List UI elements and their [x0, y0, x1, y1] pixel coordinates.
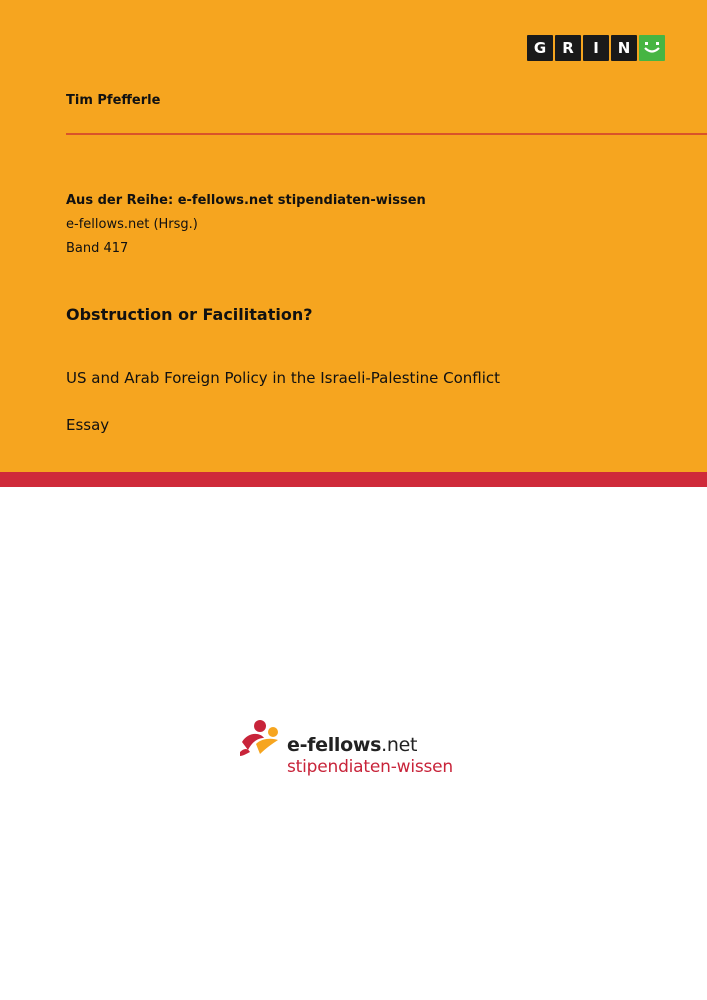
book-title: Obstruction or Facilitation?: [66, 305, 313, 324]
cover-divider: [66, 133, 707, 135]
smile-icon: [639, 35, 665, 61]
grin-letter: N: [611, 35, 637, 61]
editor-line: e-fellows.net (Hrsg.): [66, 217, 198, 232]
cover-red-band: [0, 472, 707, 487]
cover-background: [0, 0, 707, 472]
author-name: Tim Pfefferle: [66, 93, 161, 108]
book-subtitle: US and Arab Foreign Policy in the Israeli-Palestine Conflict: [66, 369, 501, 387]
publication-type: Essay: [66, 416, 110, 434]
e-fellows-name: e-fellows.net: [287, 734, 418, 756]
grin-letter: G: [527, 35, 553, 61]
grin-logo: [527, 35, 665, 61]
grin-letter: I: [583, 35, 609, 61]
e-fellows-logo: [238, 718, 478, 782]
volume-number: Band 417: [66, 241, 129, 256]
e-fellows-mark-icon: [238, 718, 282, 758]
grin-letter: R: [555, 35, 581, 61]
e-fellows-tagline: stipendiaten-wissen: [287, 757, 454, 777]
series-title: Aus der Reihe: e-fellows.net stipendiaten-wissen: [66, 193, 426, 208]
